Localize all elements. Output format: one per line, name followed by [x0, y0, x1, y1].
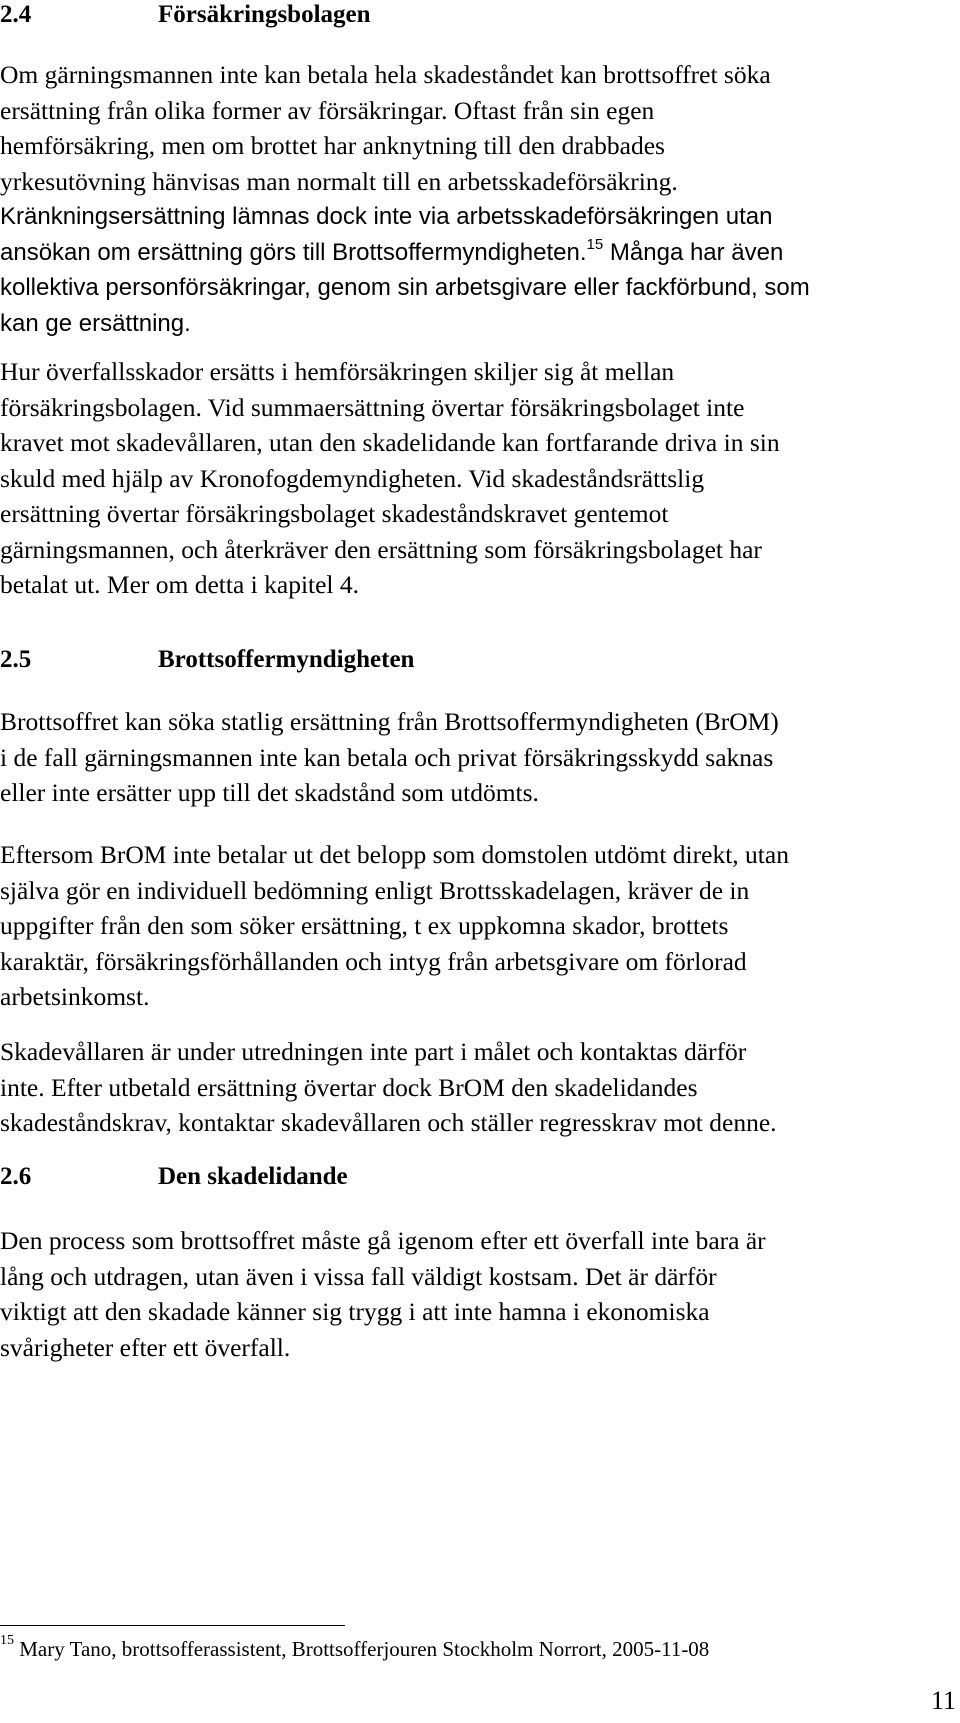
text-line: eller inte ersätter upp till det skadstånd som utdömts.: [0, 778, 539, 807]
paragraph: [0, 704, 955, 811]
text-line: ersättning från olika former av försäkringar. Oftast från sin egen: [0, 95, 655, 125]
paragraph: [0, 837, 955, 1015]
footnote-divider: [0, 1625, 345, 1626]
text-line: Eftersom BrOM inte betalar ut det belopp som domstolen utdömt direkt, utan: [0, 840, 789, 869]
text-line: hemförsäkring, men om brottet har anknytning till den drabbades: [0, 131, 665, 160]
text-line: gärningsmannen, och återkräver den ersättning som försäkringsbolaget har: [0, 534, 762, 564]
section-title: Brottsoffermyndigheten: [158, 646, 415, 673]
text-line: Hur överfallsskador ersätts i hemförsäkringen skiljer sig åt mellan: [0, 357, 675, 386]
footnote-number: 15: [0, 1633, 14, 1648]
paragraph: [0, 57, 955, 341]
text-line: skuld med hjälp av Kronofogdemyndigheten. Vid skadeståndsrättslig: [0, 463, 705, 493]
text-line: inte. Efter utbetald ersättning övertar dock BrOM den skadelidandes: [0, 1072, 698, 1102]
text-line: Brottsoffret kan söka statlig ersättning från Brottsoffermyndigheten (BrOM): [0, 707, 779, 736]
text-line: kravet mot skadevållaren, utan den skadelidande kan fortfarande driva in sin: [0, 428, 780, 457]
text-line: lång och utdragen, utan även i vissa fall väldigt kostsam. Det är därför: [0, 1261, 717, 1291]
text-line: skadeståndskrav, kontaktar skadevållaren och ställer regresskrav mot denne.: [0, 1108, 777, 1137]
text-line: arbetsinkomst.: [0, 982, 150, 1011]
footnote: [0, 1633, 710, 1662]
footnote-reference[interactable]: 15: [586, 235, 604, 253]
section-title: Den skadelidande: [158, 1163, 348, 1190]
text-segment: ansökan om ersättning görs till Brottsoffermyndigheten.: [0, 238, 587, 266]
section-number: 2.4: [0, 1, 32, 28]
text-line: ersättning övertar försäkringsbolaget skadeståndskravet gentemot: [0, 499, 669, 528]
section-heading-2-6: [0, 1162, 348, 1192]
text-line: betalat ut. Mer om detta i kapitel 4.: [0, 570, 360, 599]
text-segment: Många har även: [603, 238, 784, 266]
text-line: Om gärningsmannen inte kan betala hela skadeståndet kan brottsoffret söka: [0, 60, 771, 89]
page-number: 11: [930, 1686, 956, 1715]
text-line: Den process som brottsoffret måste gå igenom efter ett överfall inte bara är: [0, 1226, 766, 1255]
text-line: försäkringsbolagen. Vid summaersättning övertar försäkringsbolaget inte: [0, 392, 745, 422]
section-title: Försäkringsbolagen: [158, 1, 371, 28]
text-line: kollektiva personförsäkringar, genom sin arbetsgivare eller fackförbund, som: [0, 274, 810, 301]
text-line: uppgifter från den som söker ersättning, t ex uppkomna skador, brottets: [0, 911, 729, 940]
section-number: 2.5: [0, 646, 32, 673]
paragraph: [0, 1223, 955, 1365]
text-line: yrkesutövning hänvisas man normalt till en arbetsskadeförsäkring.: [0, 166, 678, 196]
text-line: kan ge ersättning.: [0, 309, 191, 337]
text-line-with-footnote: [0, 235, 955, 271]
paragraph: [0, 354, 955, 603]
section-heading-2-4: [0, 0, 371, 30]
section-number: 2.6: [0, 1163, 32, 1190]
text-line: Skadevållaren är under utredningen inte part i målet och kontaktas därför: [0, 1037, 747, 1066]
section-heading-2-5: [0, 645, 414, 675]
text-line: Kränkningsersättning lämnas dock inte via arbetsskadeförsäkringen utan: [0, 203, 773, 230]
text-line: själva gör en individuell bedömning enligt Brottsskadelagen, kräver de in: [0, 875, 750, 905]
text-line: karaktär, försäkringsförhållanden och intyg från arbetsgivare om förlorad: [0, 946, 747, 976]
text-line: svårigheter efter ett överfall.: [0, 1332, 291, 1362]
footnote-text: Mary Tano, brottsofferassistent, Brottsofferjouren Stockholm Norrort, 2005-11-08: [19, 1637, 710, 1661]
text-line: i de fall gärningsmannen inte kan betala och privat försäkringsskydd saknas: [0, 742, 774, 772]
paragraph: [0, 1034, 955, 1141]
text-line: viktigt att den skadade känner sig trygg i att inte hamna i ekonomiska: [0, 1297, 710, 1326]
